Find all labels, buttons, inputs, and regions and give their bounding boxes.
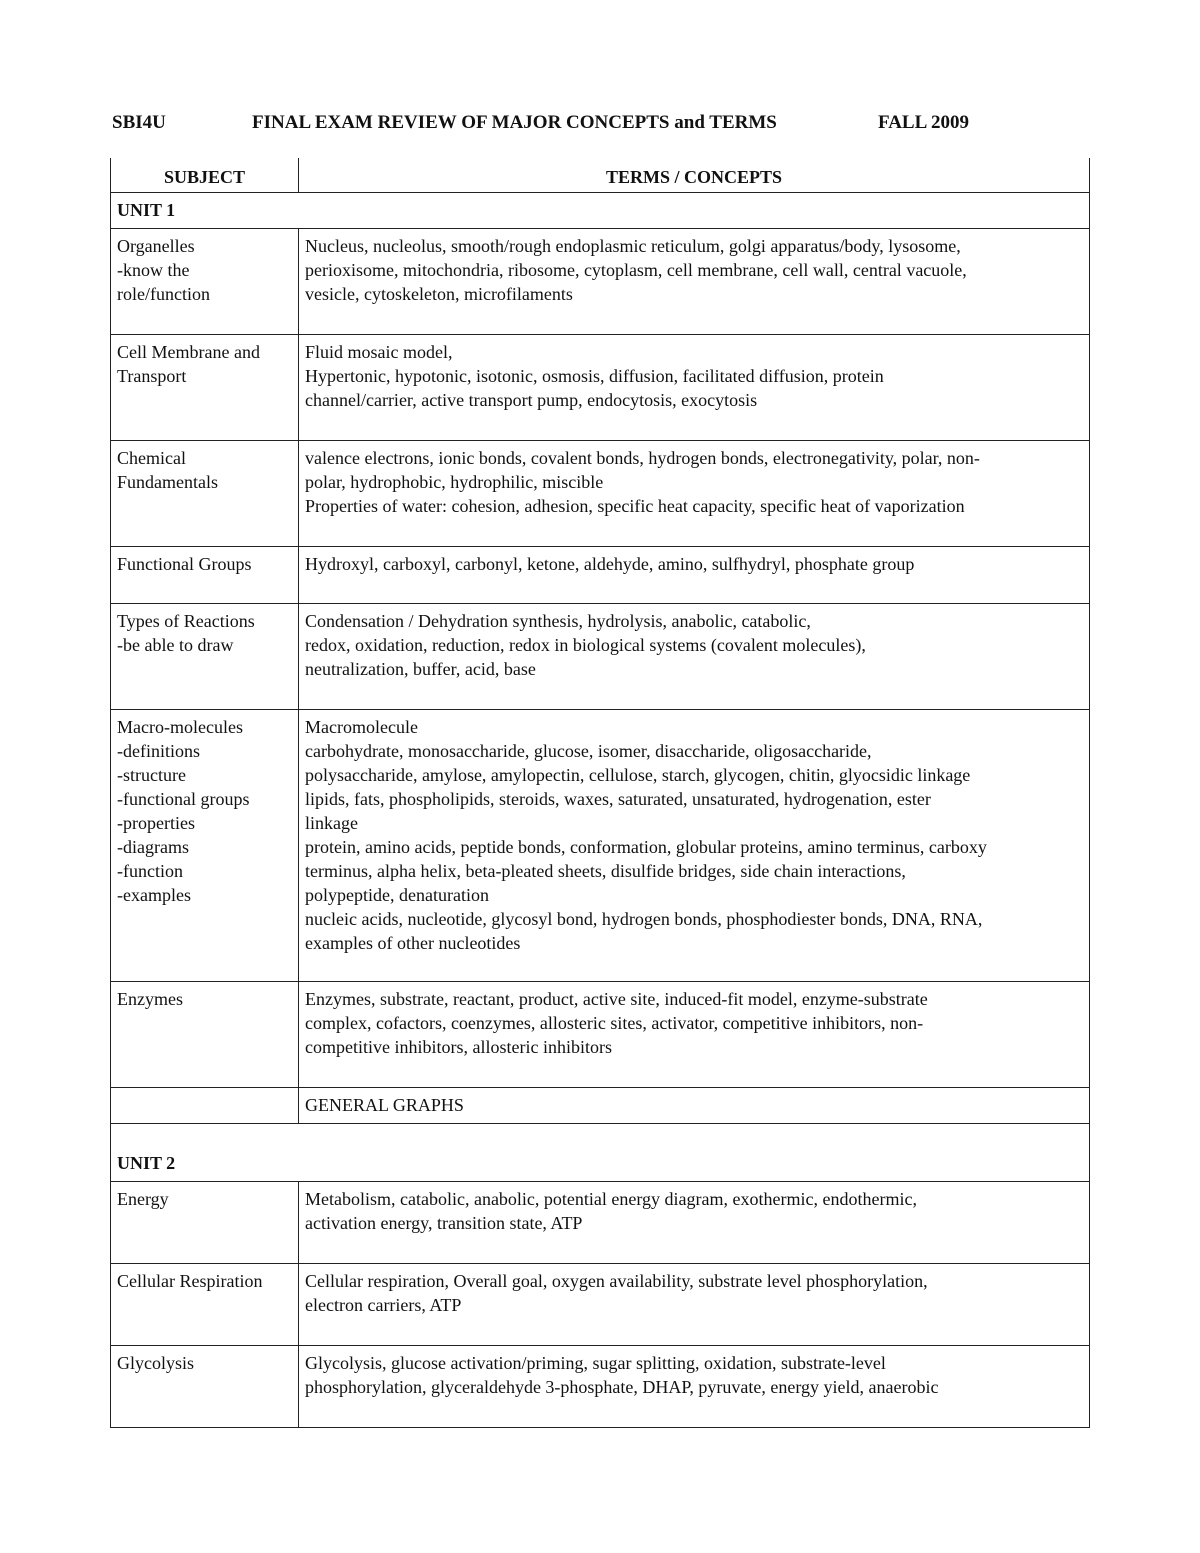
table-row: [111, 981, 1090, 1087]
subject-cell: [111, 440, 299, 546]
terms-cell: [299, 440, 1090, 546]
terms-line: Fluid mosaic model,: [305, 341, 453, 362]
unit-label: UNIT 1: [111, 192, 1090, 228]
subject-line: Energy: [117, 1188, 169, 1209]
subject-line: role/function: [117, 283, 210, 304]
terms-line: phosphorylation, glyceraldehyde 3-phosphate, DHAP, pyruvate, energy yield, anaerobic: [305, 1376, 939, 1397]
terms-line: Hydroxyl, carboxyl, carbonyl, ketone, aldehyde, amino, sulfhydryl, phosphate group: [305, 553, 915, 574]
unit-row: [111, 192, 1090, 228]
document-title: FINAL EXAM REVIEW OF MAJOR CONCEPTS and TERMS: [252, 112, 777, 133]
terms-line: competitive inhibitors, allosteric inhibitors: [305, 1036, 612, 1057]
subject-line: Cellular Respiration: [117, 1270, 263, 1291]
terms-cell: [299, 1181, 1090, 1263]
terms-line: Glycolysis, glucose activation/priming, sugar splitting, oxidation, substrate-level: [305, 1352, 886, 1373]
table-row: [111, 1345, 1090, 1427]
table-header-row: [111, 158, 1090, 192]
document-header: [112, 112, 1092, 138]
terms-line: carbohydrate, monosaccharide, glucose, isomer, disaccharide, oligosaccharide,: [305, 740, 872, 761]
terms-line: channel/carrier, active transport pump, endocytosis, exocytosis: [305, 389, 758, 410]
terms-line: lipids, fats, phospholipids, steroids, waxes, saturated, unsaturated, hydrogenation, ester: [305, 788, 931, 809]
subject-cell: [111, 603, 299, 709]
terms-line: Nucleus, nucleolus, smooth/rough endoplasmic reticulum, golgi apparatus/body, lysosome,: [305, 235, 961, 256]
terms-line: terminus, alpha helix, beta-pleated sheets, disulfide bridges, side chain interactions,: [305, 860, 906, 881]
terms-line: Cellular respiration, Overall goal, oxygen availability, substrate level phosphorylation,: [305, 1270, 928, 1291]
subject-line: Organelles: [117, 235, 195, 256]
table-row: [111, 709, 1090, 981]
terms-line: examples of other nucleotides: [305, 932, 521, 953]
terms-cell: [299, 228, 1090, 334]
subject-cell: [111, 1087, 299, 1123]
subject-line: Macro-molecules: [117, 716, 243, 737]
term-label: FALL 2009: [878, 112, 969, 133]
review-table: [110, 158, 1090, 1428]
terms-line: Macromolecule: [305, 716, 418, 737]
subject-cell: [111, 228, 299, 334]
subject-cell: [111, 981, 299, 1087]
table-row: [111, 1181, 1090, 1263]
terms-line: Metabolism, catabolic, anabolic, potential energy diagram, exothermic, endothermic,: [305, 1188, 917, 1209]
terms-line: electron carriers, ATP: [305, 1294, 462, 1315]
subject-cell: [111, 1181, 299, 1263]
subject-line: Types of Reactions: [117, 610, 255, 631]
table-row: [111, 440, 1090, 546]
subject-cell: [111, 546, 299, 603]
terms-line: protein, amino acids, peptide bonds, conformation, globular proteins, amino terminus, carboxy: [305, 836, 987, 857]
subject-line: Fundamentals: [117, 471, 218, 492]
terms-line: Properties of water: cohesion, adhesion, specific heat capacity, specific heat of vaporization: [305, 495, 965, 516]
terms-cell: [299, 546, 1090, 603]
course-code: SBI4U: [112, 112, 166, 133]
terms-line: perioxisome, mitochondria, ribosome, cytoplasm, cell membrane, cell wall, central vacuole,: [305, 259, 967, 280]
terms-line: complex, cofactors, coenzymes, allosteric sites, activator, competitive inhibitors, non-: [305, 1012, 924, 1033]
subject-cell: [111, 1345, 299, 1427]
terms-line: polar, hydrophobic, hydrophilic, miscible: [305, 471, 604, 492]
terms-line: polysaccharide, amylose, amylopectin, cellulose, starch, glycogen, chitin, glyocsidic linkage: [305, 764, 971, 785]
terms-cell: [299, 334, 1090, 440]
subject-line: Enzymes: [117, 988, 183, 1009]
subject-line: -diagrams: [117, 836, 189, 857]
table-row: [111, 1087, 1090, 1123]
column-header-subject: SUBJECT: [111, 158, 299, 192]
column-header-terms: TERMS / CONCEPTS: [299, 158, 1090, 192]
terms-line: nucleic acids, nucleotide, glycosyl bond, hydrogen bonds, phosphodiester bonds, DNA, RNA,: [305, 908, 983, 929]
subject-line: Chemical: [117, 447, 186, 468]
table-row: [111, 334, 1090, 440]
subject-cell: [111, 709, 299, 981]
subject-line: -structure: [117, 764, 186, 785]
subject-line: Transport: [117, 365, 187, 386]
subject-line: -properties: [117, 812, 195, 833]
terms-line: polypeptide, denaturation: [305, 884, 489, 905]
terms-cell: [299, 1087, 1090, 1123]
table-row: [111, 546, 1090, 603]
terms-line: linkage: [305, 812, 358, 833]
subject-line: -definitions: [117, 740, 200, 761]
subject-line: -functional groups: [117, 788, 250, 809]
terms-line: neutralization, buffer, acid, base: [305, 658, 536, 679]
terms-line: GENERAL GRAPHS: [305, 1094, 464, 1115]
table-row: [111, 1263, 1090, 1345]
terms-cell: [299, 709, 1090, 981]
subject-line: -examples: [117, 884, 191, 905]
subject-cell: [111, 1263, 299, 1345]
subject-line: Cell Membrane and: [117, 341, 260, 362]
subject-line: -be able to draw: [117, 634, 234, 655]
terms-line: Condensation / Dehydration synthesis, hydrolysis, anabolic, catabolic,: [305, 610, 811, 631]
unit-row: [111, 1123, 1090, 1181]
unit-label-text: UNIT 2: [117, 1152, 176, 1173]
subject-line: Glycolysis: [117, 1352, 195, 1373]
terms-cell: [299, 603, 1090, 709]
subject-line: -know the: [117, 259, 190, 280]
terms-line: vesicle, cytoskeleton, microfilaments: [305, 283, 573, 304]
subject-line: Functional Groups: [117, 553, 252, 574]
terms-line: Enzymes, substrate, reactant, product, active site, induced-fit model, enzyme-substrate: [305, 988, 928, 1009]
terms-cell: [299, 1345, 1090, 1427]
subject-line: -function: [117, 860, 183, 881]
terms-cell: [299, 981, 1090, 1087]
table-row: [111, 603, 1090, 709]
terms-line: activation energy, transition state, ATP: [305, 1212, 583, 1233]
unit-label: [111, 1123, 1090, 1181]
subject-cell: [111, 334, 299, 440]
terms-line: Hypertonic, hypotonic, isotonic, osmosis, diffusion, facilitated diffusion, protein: [305, 365, 884, 386]
terms-line: valence electrons, ionic bonds, covalent bonds, hydrogen bonds, electronegativity, polar, non-: [305, 447, 980, 468]
table-row: [111, 228, 1090, 334]
terms-line: redox, oxidation, reduction, redox in biological systems (covalent molecules),: [305, 634, 866, 655]
terms-cell: [299, 1263, 1090, 1345]
